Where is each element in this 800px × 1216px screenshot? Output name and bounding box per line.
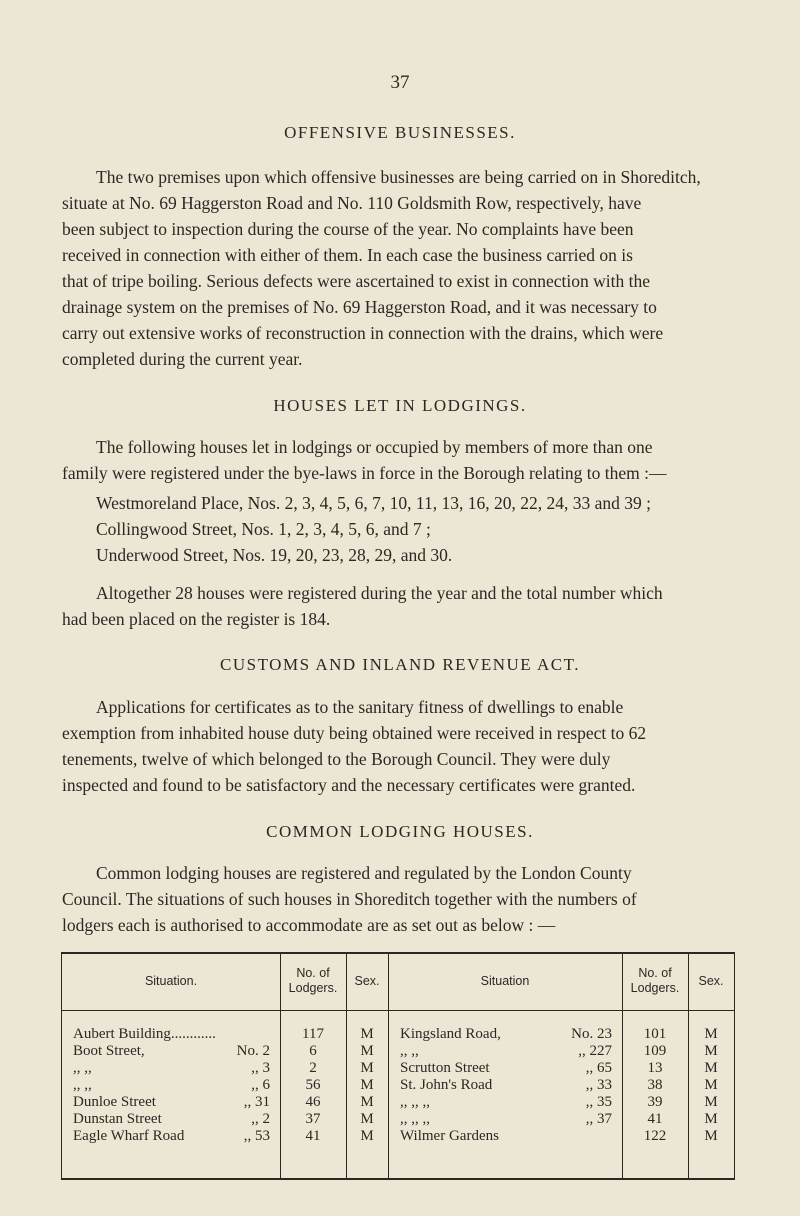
header-situation: Situation. <box>144 974 198 988</box>
lodgers-count: 56 <box>305 1077 321 1093</box>
text-line: Common lodging houses are registered and regulated by the London County <box>96 863 632 883</box>
lodgers-count: 46 <box>305 1094 321 1110</box>
situation-number: No. 2 <box>236 1043 270 1059</box>
sex-value: M <box>360 1094 374 1110</box>
text-line: Council. The situations of such houses in Shoreditch together with the numbers of <box>62 889 637 909</box>
sex-value: M <box>704 1060 718 1076</box>
situation-number: No. 23 <box>571 1026 612 1042</box>
lodgers-count: 117 <box>302 1026 324 1042</box>
situation-name: ,, ,, ,, <box>400 1111 430 1127</box>
text-line: received in connection with either of them. In each case the business carried on is <box>62 245 633 265</box>
text-line: had been placed on the register is 184. <box>62 609 331 629</box>
text-line: situate at No. 69 Haggerston Road and No. 110 Goldsmith Row, respectively, have <box>62 193 642 213</box>
sex-value: M <box>360 1111 374 1127</box>
situation-number: ,, 37 <box>585 1111 612 1127</box>
common-lodging-houses-table <box>61 952 735 1180</box>
heading-houses-let-in-lodgings: HOUSES LET IN LODGINGS. <box>273 396 527 415</box>
sex-value: M <box>704 1026 718 1042</box>
lodgers-count: 38 <box>647 1077 663 1093</box>
heading-offensive-businesses: OFFENSIVE BUSINESSES. <box>284 123 516 142</box>
header-sex: Sex. <box>698 974 724 988</box>
header-situation: Situation <box>480 974 530 988</box>
text-line: been subject to inspection during the course of the year. No complaints have been <box>62 219 634 239</box>
lodgers-count: 39 <box>647 1094 663 1110</box>
customs-paragraph <box>62 694 738 798</box>
text-line: tenements, twelve of which belonged to the Borough Council. They were duly <box>62 749 611 769</box>
situation-name: ,, ,, <box>73 1060 92 1076</box>
sex-value: M <box>704 1094 718 1110</box>
situation-name: Aubert Building............ <box>73 1026 216 1042</box>
lodgings-list-item: Collingwood Street, Nos. 1, 2, 3, 4, 5, 6, and 7 ; <box>96 519 431 539</box>
lodgers-count: 6 <box>309 1043 317 1059</box>
lodgings-list-item: Underwood Street, Nos. 19, 20, 23, 28, 29, and 30. <box>96 545 453 565</box>
lodgers-count: 122 <box>643 1128 667 1144</box>
situation-name: St. John's Road <box>400 1077 493 1093</box>
common-lodging-paragraph <box>62 860 738 938</box>
header-no-of-lodgers: No. of Lodgers. <box>288 966 338 995</box>
text-line: Altogether 28 houses were registered during the year and the total number which <box>96 583 663 603</box>
header-sex: Sex. <box>354 974 380 988</box>
lodgers-count: 37 <box>305 1111 321 1127</box>
sex-value: M <box>360 1077 374 1093</box>
sex-value: M <box>360 1026 374 1042</box>
sex-value: M <box>704 1043 718 1059</box>
situation-name: Scrutton Street <box>400 1060 490 1076</box>
situation-number: ,, 53 <box>243 1128 270 1144</box>
sex-value: M <box>704 1111 718 1127</box>
situation-name: ,, ,, <box>73 1077 92 1093</box>
situation-name: Dunloe Street <box>73 1094 156 1110</box>
sex-value: M <box>360 1043 374 1059</box>
text-line: Applications for certificates as to the sanitary fitness of dwellings to enable <box>96 697 624 717</box>
situation-name: ,, ,, ,, <box>400 1094 430 1110</box>
heading-common-lodging-houses: COMMON LODGING HOUSES. <box>266 822 534 841</box>
situation-name: Eagle Wharf Road <box>73 1128 185 1144</box>
sex-value: M <box>704 1128 718 1144</box>
text-line: drainage system on the premises of No. 69 Haggerston Road, and it was necessary to <box>62 297 657 317</box>
situation-number: ,, 2 <box>251 1111 270 1127</box>
header-no-of-lodgers: No. of Lodgers. <box>630 966 680 995</box>
situation-number: ,, 3 <box>251 1060 270 1076</box>
situation-name: Boot Street, <box>73 1043 145 1059</box>
text-line: lodgers each is authorised to accommodate are as set out as below : — <box>62 915 556 935</box>
sex-value: M <box>360 1060 374 1076</box>
lodgers-count: 41 <box>305 1128 321 1144</box>
sex-value: M <box>704 1077 718 1093</box>
text-line: that of tripe boiling. Serious defects were ascertained to exist in connection with the <box>62 271 651 291</box>
sex-value: M <box>360 1128 374 1144</box>
offensive-businesses-paragraph <box>62 164 738 372</box>
lodgings-list-item: Westmoreland Place, Nos. 2, 3, 4, 5, 6, 7, 10, 11, 13, 16, 20, 22, 24, 33 and 39 ; <box>96 493 651 513</box>
text-line: The following houses let in lodgings or occupied by members of more than one <box>96 437 653 457</box>
situation-number: ,, 65 <box>585 1060 612 1076</box>
text-line: inspected and found to be satisfactory and the necessary certificates were granted. <box>62 775 636 795</box>
lodgers-count: 2 <box>309 1060 317 1076</box>
situation-number: ,, 35 <box>585 1094 612 1110</box>
situation-name: Wilmer Gardens <box>400 1128 499 1144</box>
text-line: The two premises upon which offensive businesses are being carried on in Shoreditch, <box>96 167 701 187</box>
text-line: completed during the current year. <box>62 349 303 369</box>
situation-number: ,, 6 <box>251 1077 270 1093</box>
text-line: family were registered under the bye-laws in force in the Borough relating to them :— <box>62 463 667 483</box>
text-line: exemption from inhabited house duty being obtained were received in respect to 62 <box>62 723 647 743</box>
situation-name: Dunstan Street <box>73 1111 162 1127</box>
situation-number: ,, 31 <box>243 1094 270 1110</box>
text-line: carry out extensive works of reconstruction in connection with the drains, which were <box>62 323 664 343</box>
lodgers-count: 41 <box>647 1111 663 1127</box>
header-divider <box>62 1010 734 1011</box>
situation-number: ,, 227 <box>578 1043 612 1059</box>
page-number: 37 <box>390 72 410 93</box>
situation-name: ,, ,, <box>400 1043 419 1059</box>
situation-name: Kingsland Road, <box>400 1026 501 1042</box>
lodgers-count: 101 <box>643 1026 667 1042</box>
lodgers-count: 13 <box>647 1060 663 1076</box>
situation-number: ,, 33 <box>585 1077 612 1093</box>
lodgings-closing-paragraph <box>62 580 738 632</box>
lodgers-count: 109 <box>643 1043 667 1059</box>
lodgings-intro-paragraph <box>62 434 738 486</box>
heading-customs-and-inland-revenue-act: CUSTOMS AND INLAND REVENUE ACT. <box>220 655 580 674</box>
